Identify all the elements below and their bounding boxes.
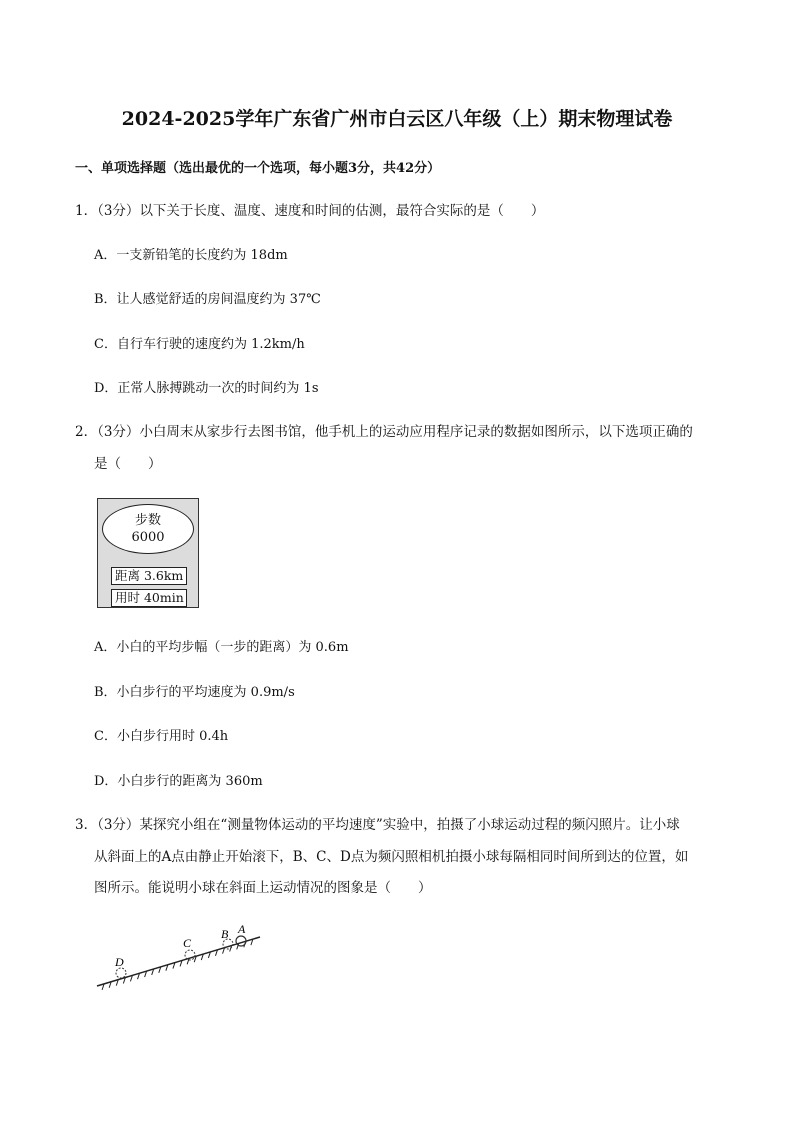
step-app-figure — [97, 498, 199, 608]
incline-figure — [92, 920, 264, 992]
question-number: 2． — [75, 424, 98, 440]
question-score: （3分） — [97, 817, 140, 833]
duration-row: 用时 40min — [111, 589, 187, 607]
label-b: B — [221, 927, 229, 941]
question-3-stem — [75, 813, 680, 837]
question-score: （3分） — [97, 424, 140, 440]
question-number: 3． — [75, 817, 98, 833]
distance-row: 距离 3.6km — [111, 567, 187, 585]
label-c: C — [183, 936, 192, 950]
question-1-option-b: B．让人感觉舒适的房间温度约为 37℃ — [94, 292, 321, 307]
steps-label: 步数 — [134, 513, 161, 528]
incline-hatching — [102, 939, 253, 990]
question-2-option-d: D．小白步行的距离为 360m — [94, 774, 263, 789]
question-text: 以下关于长度、温度、速度和时间的估测，最符合实际的是（ ） — [139, 203, 545, 219]
question-text: 小白周末从家步行去图书馆，他手机上的运动应用程序记录的数据如图所示，以下选项正确的 — [139, 424, 693, 440]
question-1-option-d: D．正常人脉搏跳动一次的时间约为 1s — [94, 381, 319, 396]
question-3-stem-line2: 从斜面上的A点由静止开始滚下，B、C、D点为频闪照相机拍摄小球每隔相同时间所到达的位置，如 — [94, 849, 689, 865]
question-score: （3分） — [97, 203, 140, 219]
ball-d — [116, 968, 126, 978]
question-3-stem-line3: 图所示。能说明小球在斜面上运动情况的图象是（ ） — [94, 880, 432, 896]
question-1-option-a: A．一支新铅笔的长度约为 18dm — [94, 248, 288, 263]
question-1-option-c: C．自行车行驶的速度约为 1.2km/h — [94, 337, 305, 352]
question-2-stem-line2: 是（ ） — [94, 456, 162, 472]
steps-oval — [102, 504, 194, 554]
page-title: 2024-2025学年广东省广州市白云区八年级（上）期末物理试卷 — [121, 108, 673, 130]
question-number: 1． — [75, 203, 98, 219]
steps-value: 6000 — [131, 530, 165, 545]
question-2-option-a: A．小白的平均步幅（一步的距离）为 0.6m — [94, 640, 349, 655]
label-d: D — [115, 955, 124, 969]
question-2-option-b: B．小白步行的平均速度为 0.9m/s — [94, 685, 295, 700]
question-1-stem — [75, 199, 544, 223]
question-text: 某探究小组在“测量物体运动的平均速度”实验中，拍摄了小球运动过程的频闪照片。让小球 — [139, 817, 680, 833]
question-2-option-c: C．小白步行用时 0.4h — [94, 729, 229, 744]
label-a: A — [238, 922, 246, 936]
question-2-stem — [75, 420, 693, 444]
section-heading: 一、单项选择题（选出最优的一个选项，每小题3分，共42分） — [75, 161, 441, 176]
